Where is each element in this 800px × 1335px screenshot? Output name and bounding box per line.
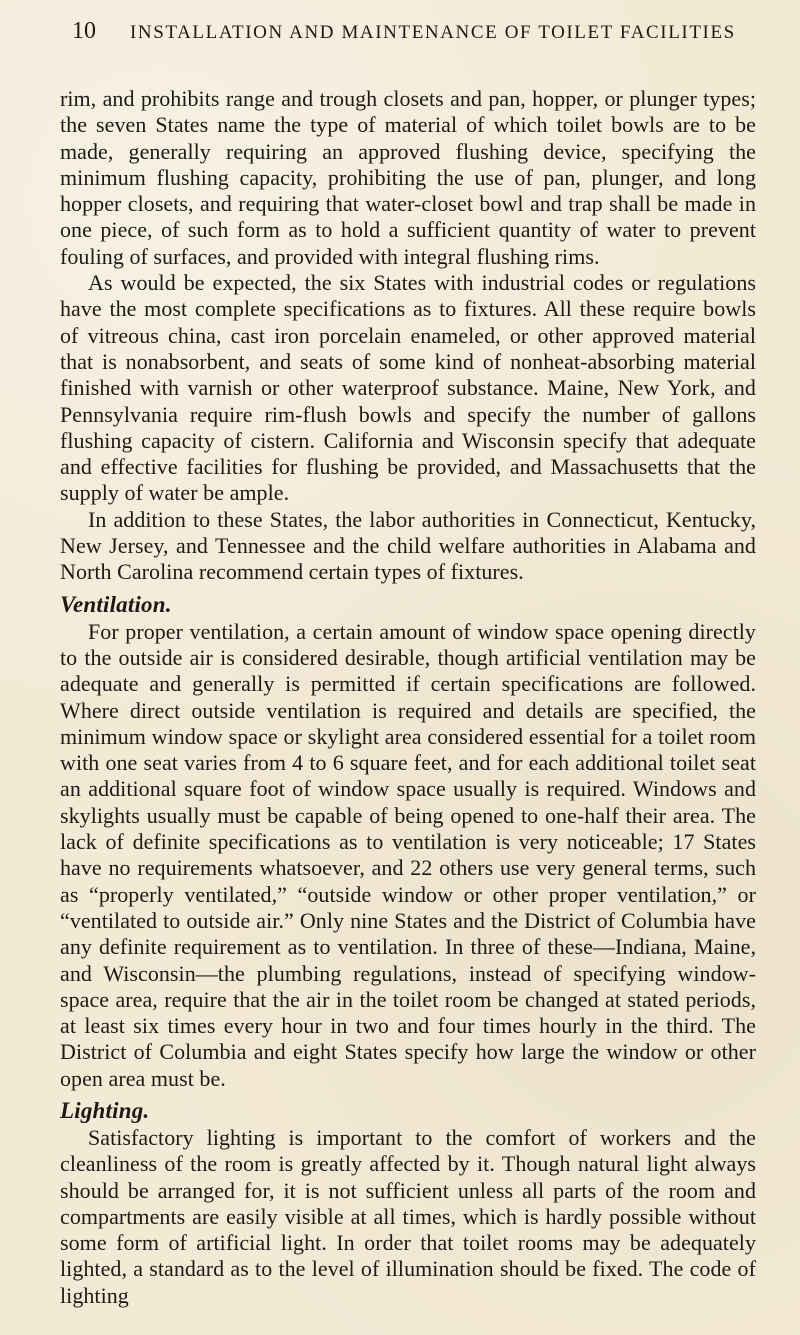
paragraph-recommended-fixtures: In addition to these States, the labor authorities in Connecticut, Kentucky, New Jersey, and Tennessee and the child welfare authorities in Alabama and North Carolina recommend certain types of fixtures. <box>60 506 756 585</box>
paragraph-industrial-codes: As would be expected, the six States with industrial codes or regulations have the most complete specifications as to fixtures. All these require bowls of vitreous china, cast iron porcelain enameled, or other approved material that is nonabsorbent, and seats of some kind of nonheat-absorbing material finished with varnish or other waterproof substance. Maine, New York, and Pennsylvania require rim-flush bowls and specify the number of gallons flushing capacity of cistern. California and Wisconsin specify that adequate and effective facilities for flushing be provided, and Massachusetts that the supply of water be ample. <box>60 270 756 506</box>
ventilation-paragraph: For proper ventilation, a certain amount of window space opening directly to the outside air is considered desirable, though artificial ventilation may be adequate and generally is permitted if certain specifications are followed. Where direct outside ventilation is required and details are specified, the minimum window space or skylight area considered essential for a toilet room with one seat varies from 4 to 6 square feet, and for each additional toilet seat an additional square foot of window space usually is required. Windows and skylights usually must be capable of being opened to one-half their area. The lack of definite specifications as to ventilation is very noticeable; 17 States have no requirements whatsoever, and 22 others use very general terms, such as “properly ventilated,” “outside window or other proper ventilation,” or “ventilated to outside air.” Only nine States and the District of Columbia have any definite requirement as to ventilation. In three of these—Indiana, Maine, and Wisconsin—the plumbing regulations, instead of specifying window-space area, require that the air in the toilet room be changed at stated periods, at least six times every hour in two and four times hourly in the third. The District of Columbia and eight States specify how large the window or other open area must be. <box>60 618 756 1091</box>
body-text <box>60 86 756 1309</box>
ventilation-heading: Ventilation. <box>60 591 172 617</box>
lighting-section <box>60 1097 756 1309</box>
lighting-heading: Lighting. <box>60 1097 150 1123</box>
page-number: 10 <box>72 18 96 44</box>
running-title: INSTALLATION AND MAINTENANCE OF TOILET FACILITIES <box>130 22 736 43</box>
lighting-paragraph: Satisfactory lighting is important to the comfort of workers and the cleanliness of the room is greatly affected by it. Though natural light always should be arranged for, it is not sufficient unless all parts of the room and compartments are easily visible at all times, which is hardly possible without some form of artificial light. In order that toilet rooms may be adequately lighted, a standard as to the level of illumination should be fixed. The code of lighting <box>60 1124 756 1308</box>
ventilation-section <box>60 591 756 1092</box>
running-head <box>72 18 756 52</box>
paragraph-fixtures-continued: rim, and prohibits range and trough closets and pan, hopper, or plunger types; the seven States name the type of material of which toilet bowls are to be made, generally requiring an approved flushing device, specifying the minimum flushing capacity, prohibiting the use of pan, plunger, and long hopper closets, and requiring that water-closet bowl and trap shall be made in one piece, of such form as to hold a sufficient quantity of water to prevent fouling of surfaces, and provided with integral flushing rims. <box>60 86 756 269</box>
